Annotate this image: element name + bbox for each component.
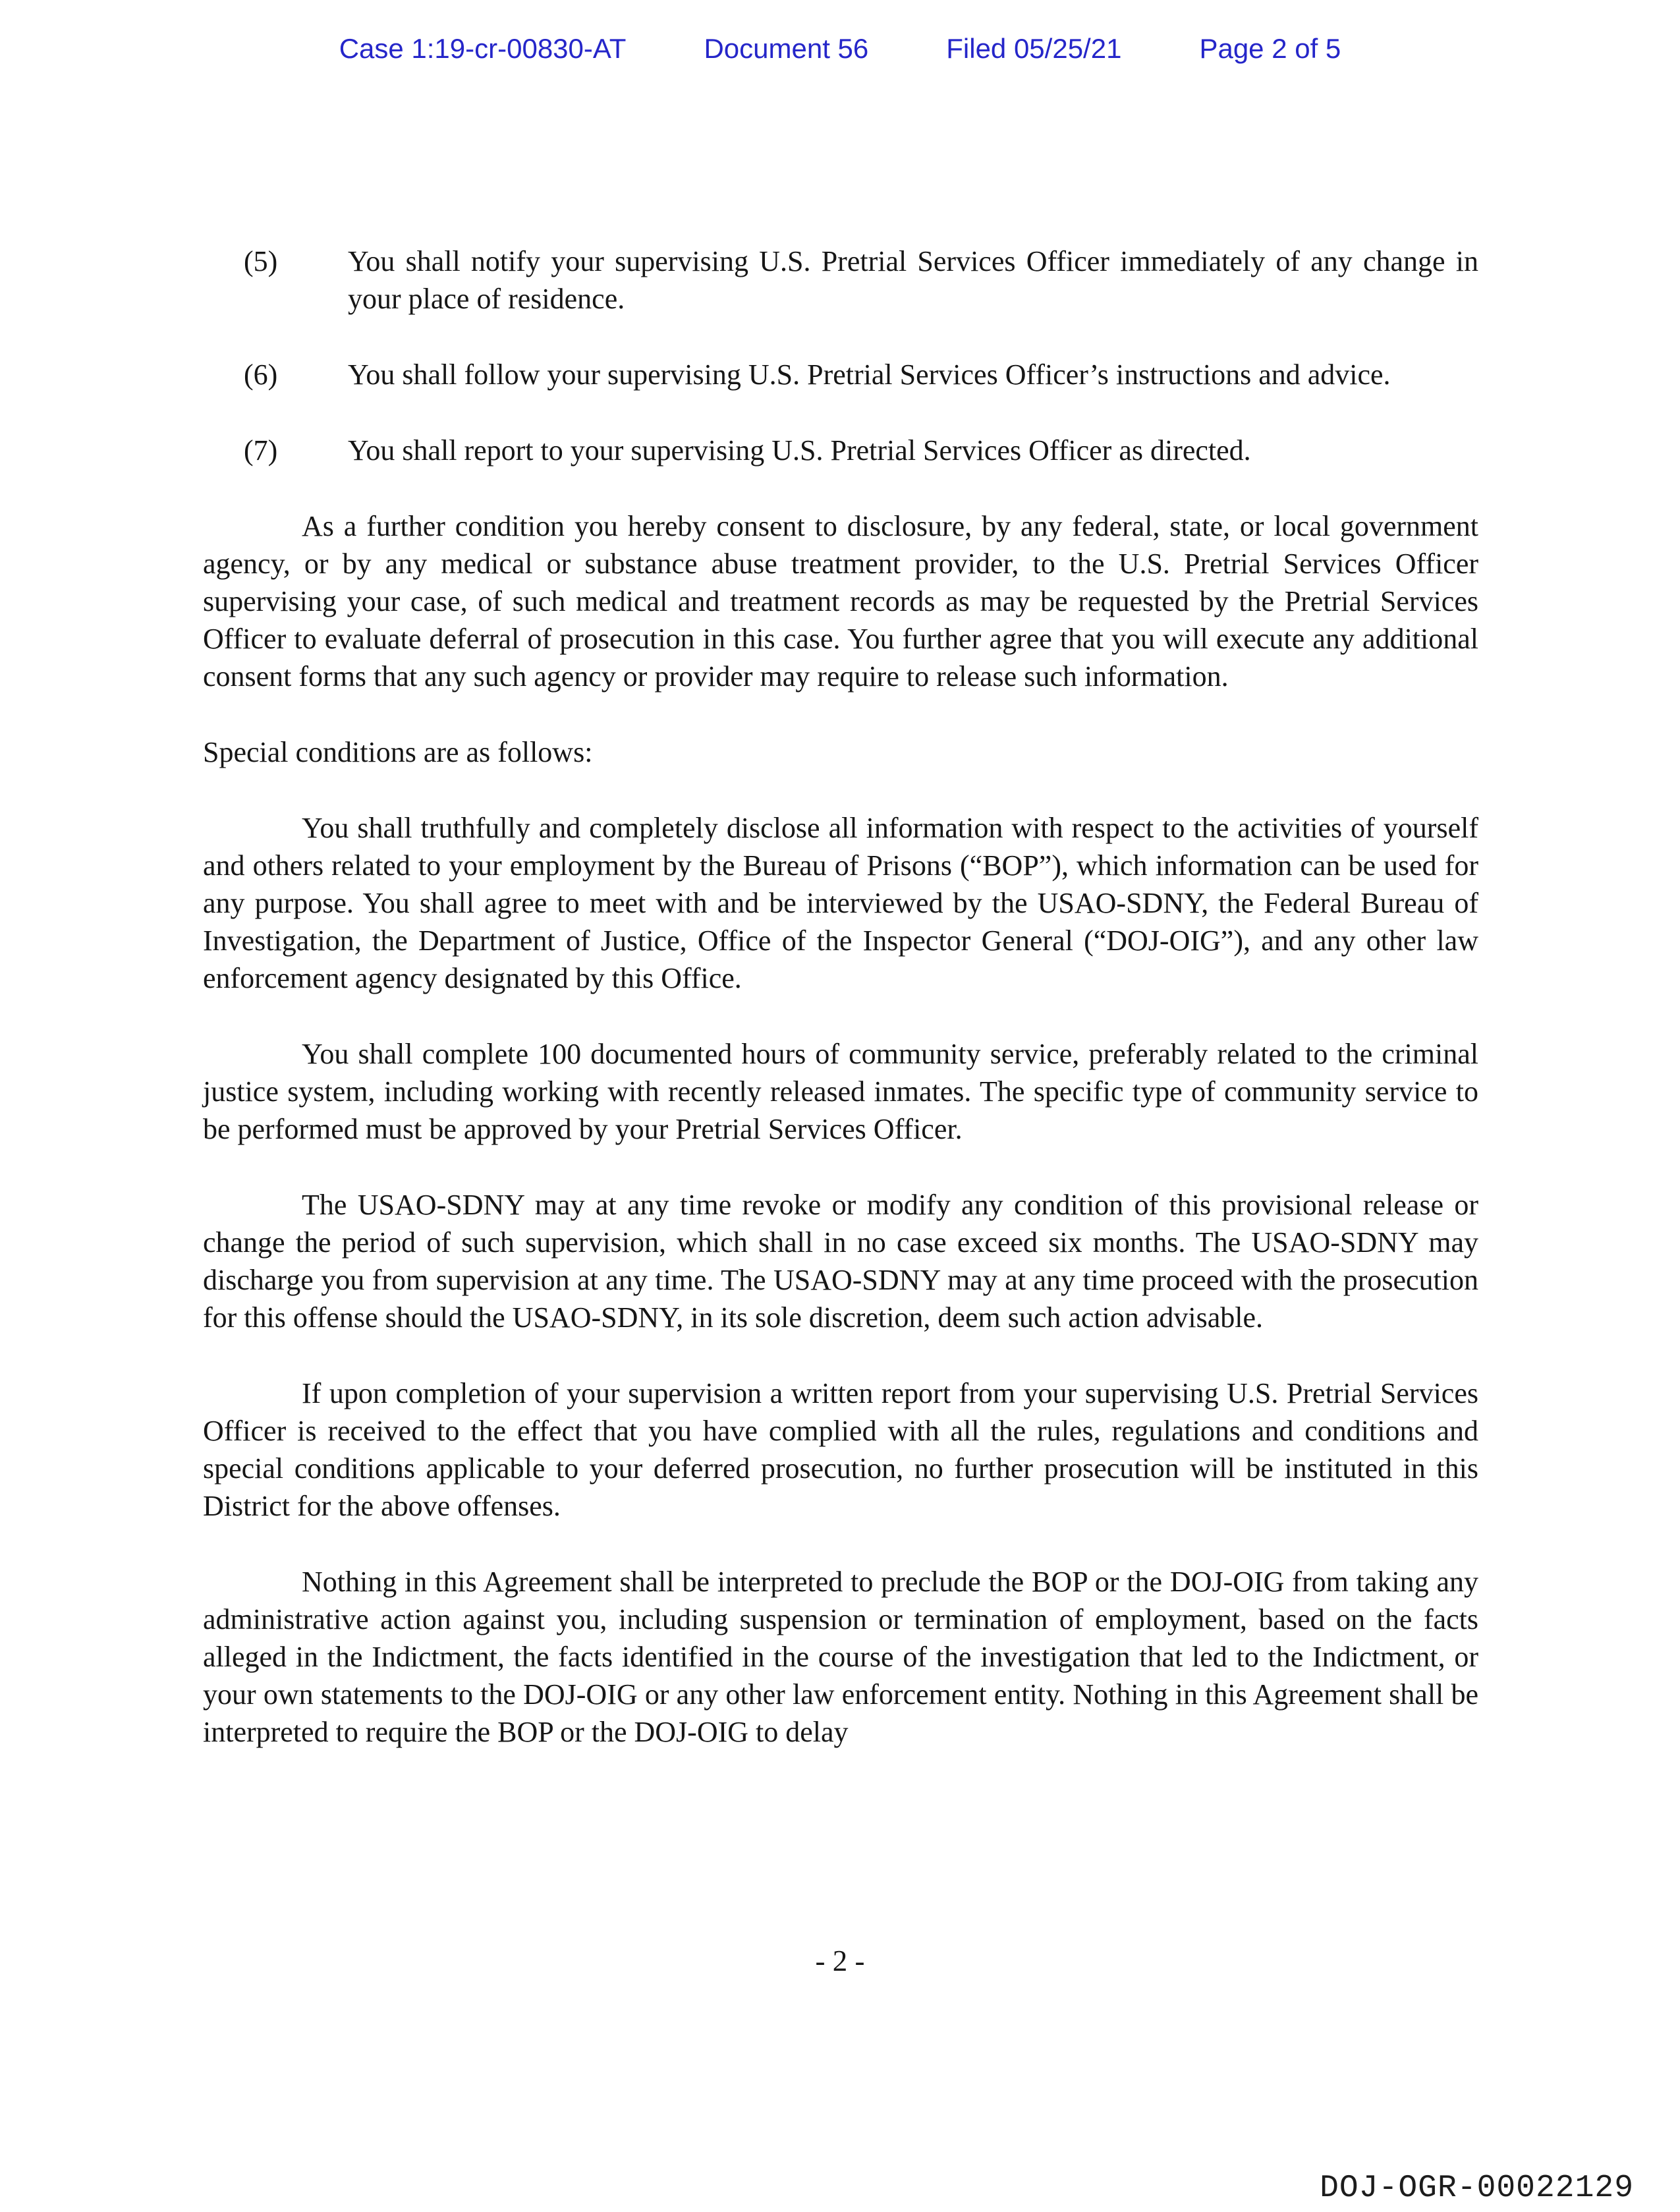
item-number: (5) bbox=[244, 245, 278, 277]
document-body bbox=[203, 242, 1478, 1789]
item-number: (6) bbox=[244, 358, 278, 391]
paragraph-disclose-information: You shall truthfully and completely disclose all information with respect to the activities of yourself and others related to your employment by the Bureau of Prisons (“BOP”), which information can be used for any purpose. You shall agree to meet with and be interviewed by the USAO-SDNY, the Federal Bureau of Investigation, the Department of Justice, Office of the Inspector General (“DOJ-OIG”), and any other law enforcement agency designated by this Office. bbox=[203, 812, 1478, 994]
case-number-text: Case 1:19-cr-00830-AT bbox=[339, 33, 627, 64]
item-text: You shall report to your supervising U.S. Pretrial Services Officer as directed. bbox=[348, 434, 1251, 467]
filed-date-text: Filed 05/25/21 bbox=[946, 33, 1122, 64]
paragraph-community-service: You shall complete 100 documented hours of community service, preferably related to the criminal justice system, including working with recently released inmates. The specific type of community service to be performed must be approved by your Pretrial Services Officer. bbox=[203, 1038, 1478, 1145]
court-stamp-header bbox=[0, 33, 1680, 65]
numbered-condition-6 bbox=[203, 356, 1478, 393]
paragraph-consent-disclosure: As a further condition you hereby consent to disclosure, by any federal, state, or local government agency, or by any medical or substance abuse treatment provider, to the U.S. Pretrial Services Officer supervising your case, of such medical and treatment records as may be requested by the Pretrial Services Officer to evaluate deferral of prosecution in this case. You further agree that you will execute any additional consent forms that any such agency or provider may require to release such information. bbox=[203, 510, 1478, 693]
paragraph-completion-report: If upon completion of your supervision a written report from your supervising U.S. Pretrial Services Officer is received to the effect that you have complied with all the rules, regulations and conditions and special conditions applicable to your deferred prosecution, no further prosecution will be instituted in this District for the above offenses. bbox=[203, 1377, 1478, 1522]
paragraph-usao-revoke-modify: The USAO-SDNY may at any time revoke or modify any condition of this provisional release or change the period of such supervision, which shall in no case exceed six months. The USAO-SDNY may discharge you from supervision at any time. The USAO-SDNY may at any time proceed with the prosecution for this offense should the USAO-SDNY, in its sole discretion, deem such action advisable. bbox=[203, 1189, 1478, 1334]
numbered-condition-7 bbox=[203, 432, 1478, 469]
page-number: - 2 - bbox=[815, 1944, 865, 1977]
document-number-text: Document 56 bbox=[704, 33, 869, 64]
page-indicator-text: Page 2 of 5 bbox=[1199, 33, 1341, 64]
item-text: You shall follow your supervising U.S. Pretrial Services Officer’s instructions and advice. bbox=[348, 358, 1391, 391]
item-number: (7) bbox=[244, 434, 278, 467]
paragraph-administrative-action: Nothing in this Agreement shall be interpreted to preclude the BOP or the DOJ-OIG from taking any administrative action against you, including suspension or termination of employment, based on the facts alleged in the Indictment, the facts identified in the course of the investigation that led to the Indictment, or your own statements to the DOJ-OIG or any other law enforcement entity. Nothing in this Agreement shall be interpreted to require the BOP or the DOJ-OIG to delay bbox=[203, 1566, 1478, 1748]
numbered-condition-5 bbox=[203, 242, 1478, 318]
bates-number: DOJ-OGR-00022129 bbox=[1320, 2170, 1634, 2206]
item-text: You shall notify your supervising U.S. Pretrial Services Officer immediately of any change in your place of residence. bbox=[348, 245, 1478, 315]
paragraph-special-conditions-heading: Special conditions are as follows: bbox=[203, 736, 593, 768]
